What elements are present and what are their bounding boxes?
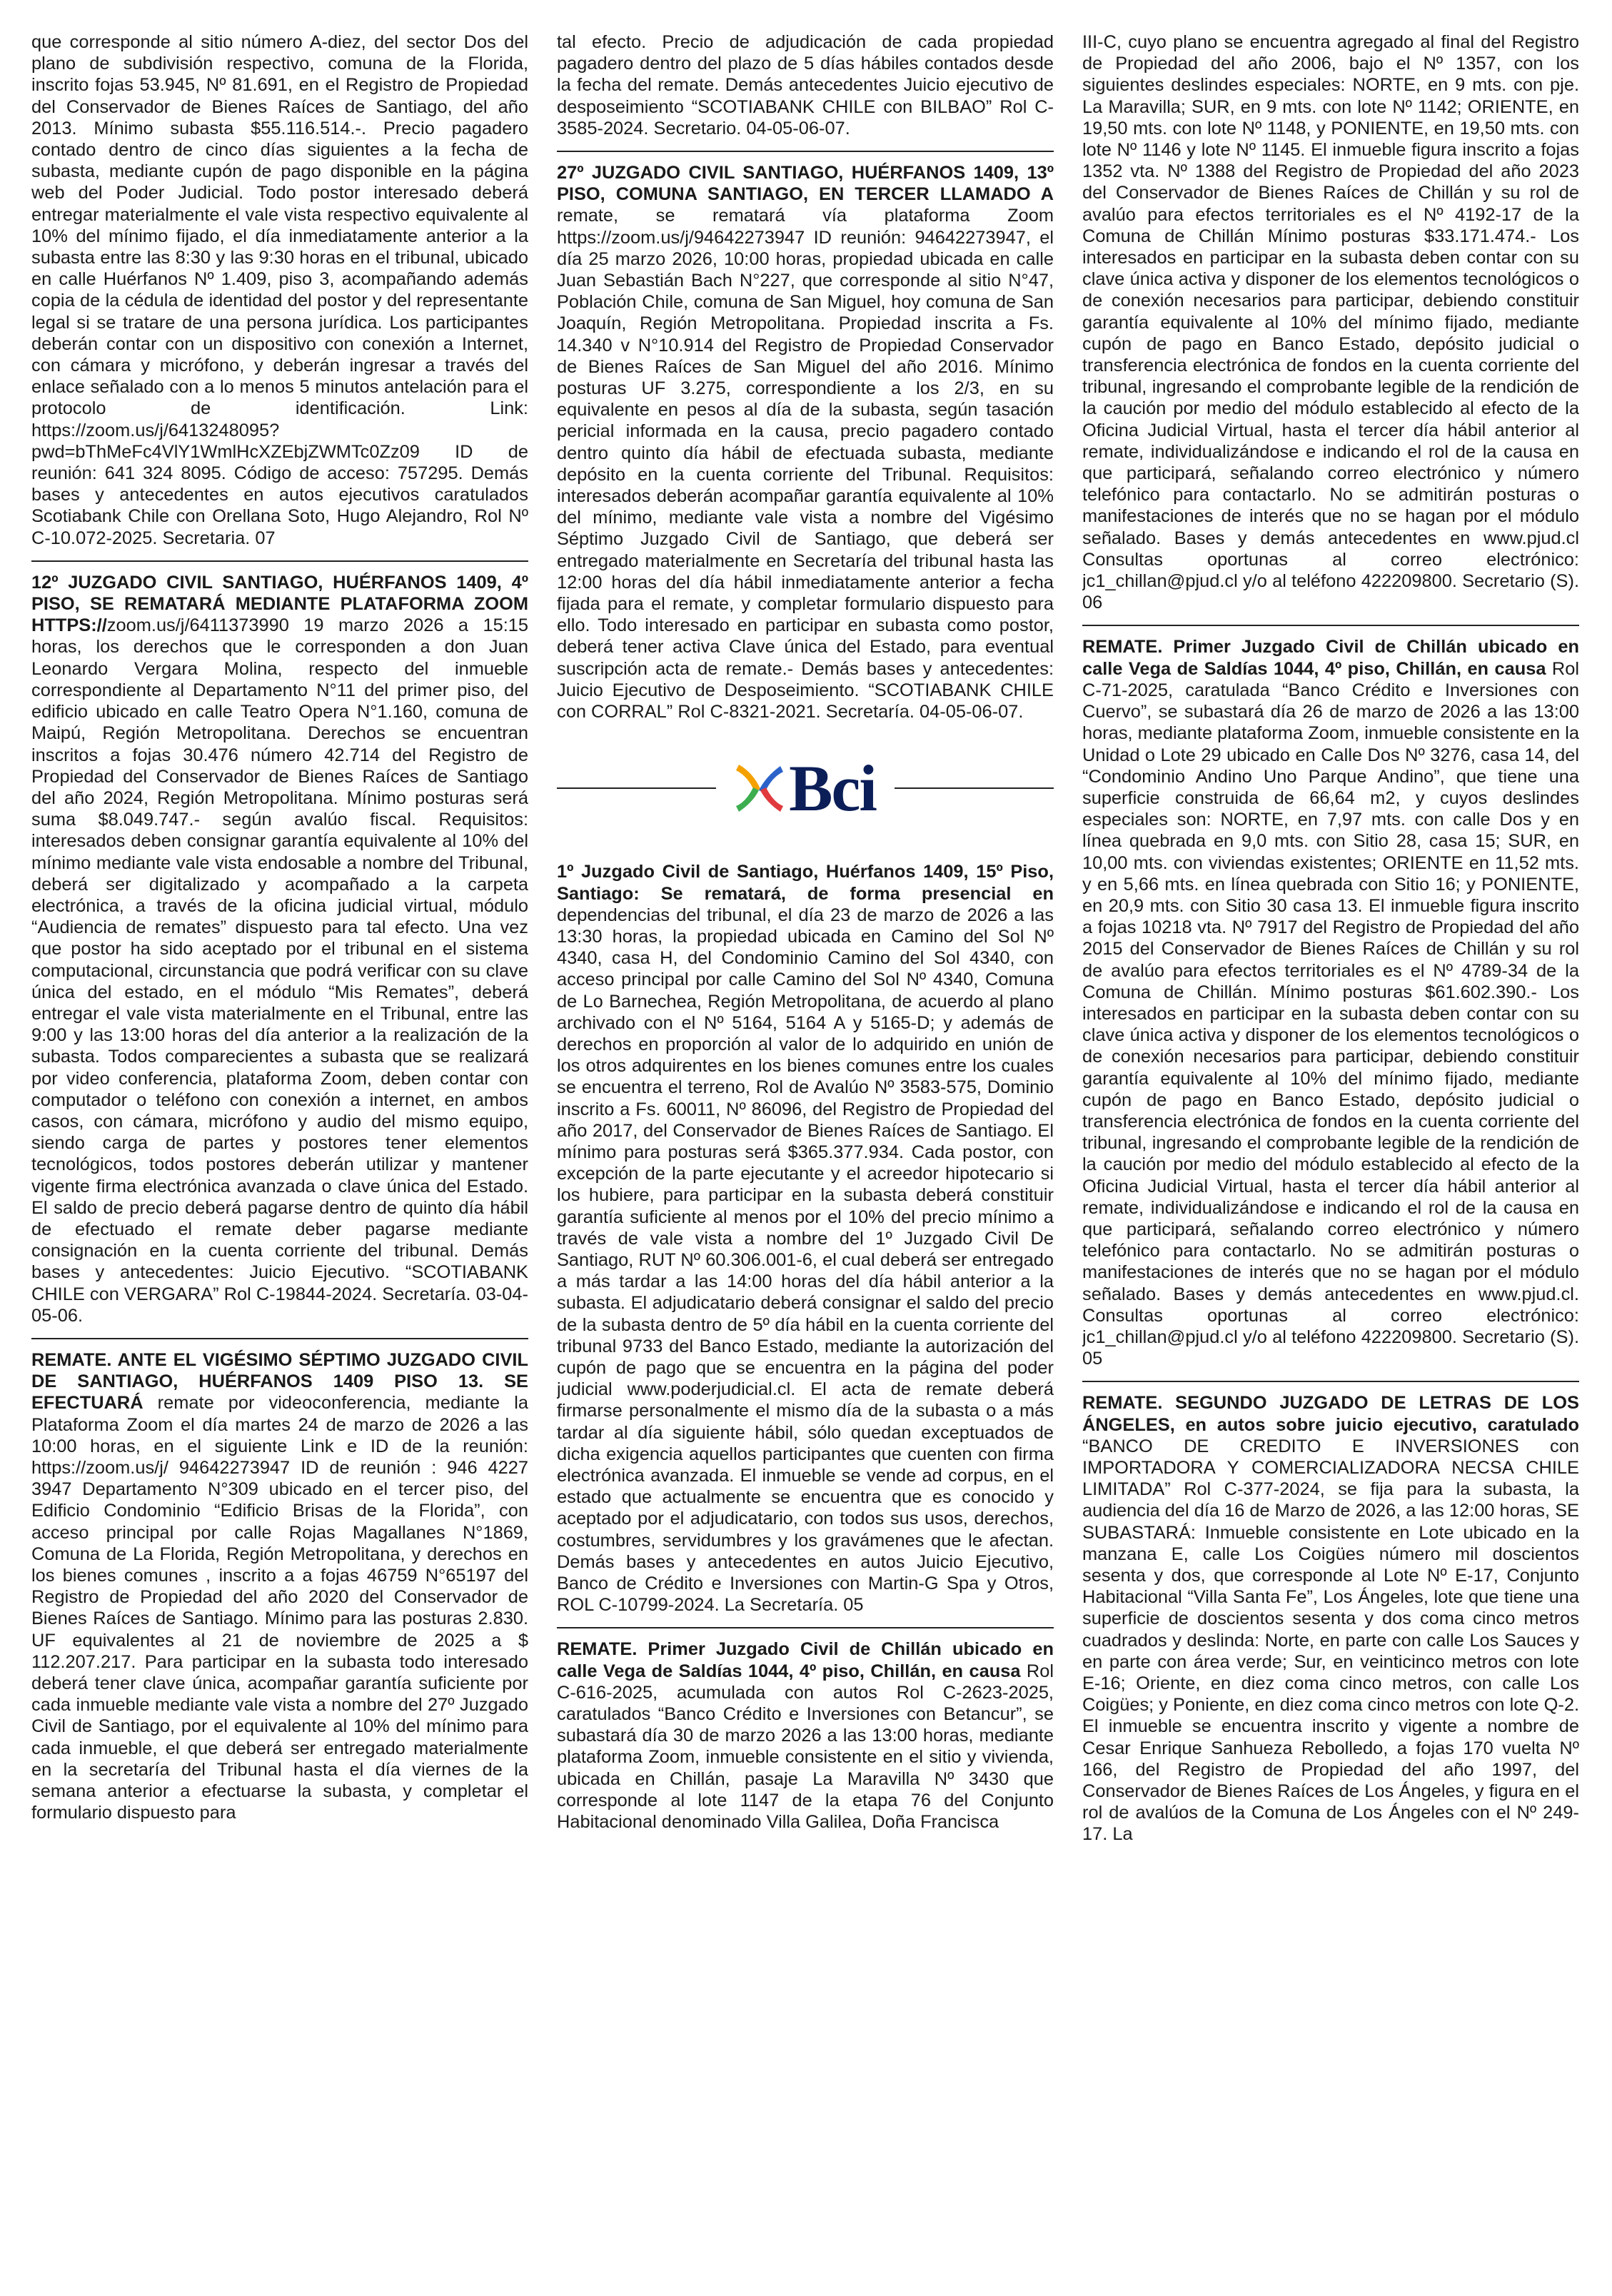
bci-mark-icon (735, 762, 785, 815)
notice-heading: REMATE. Primer Juzgado Civil de Chillán ubicado en calle Vega de Saldías 1044, 4º piso, Chillán, en causa (557, 1639, 1054, 1681)
notice-heading: 27º JUZGADO CIVIL SANTIAGO, HUÉRFANOS 1409, 13º PISO, COMUNA SANTIAGO, EN TERCER LLAMADO A (557, 163, 1054, 205)
notice-body: remate por videoconferencia, mediante la Plataforma Zoom el día martes 24 de marzo de 2026 a las 10:00 horas, en el siguiente Link e ID de la reunión: https://zoom.us/j/ 94642273947 ID de reunión : 946 4227 3947 Departamento N°309 ubicado en el tercer piso, del Edificio Condominio “Edificio Brisas de la Florida”, con acceso principal por calle Rojas Magallanes N°1869, Comuna de La Florida, Región Metropolitana, y derechos en los bienes comunes , inscrito a a fojas 46759 N°65197 del Registro de Propiedad del año 2020 del Conservador de Bienes Raíces de Santiago. Mínimo para las posturas 2.830. UF equivalentes al 21 de noviembre de 2025 a $ 112.207.217. Para participar en la subasta todo interesado deberá tener clave única, acompañar garantía suficiente por cada inmueble mediante vale vista a nombre del 27º Juzgado Civil de Santiago, por el equivalente al 10% del mínimo para cada inmueble, el que deberá ser entregado materialmente en la secretaría del Tribunal hasta el día viernes de la semana anterior a efectuarse la subasta, y completar el formulario dispuesto para (31, 1393, 528, 1823)
legal-notice (557, 31, 1054, 151)
legal-notice (31, 1339, 528, 1835)
notice-body: tal efecto. Precio de adjudicación de cada propiedad pagadero dentro del plazo de 5 días hábiles contados desde la fecha del remate. Demás antecedentes Juicio ejecutivo de desposeimiento “SCOTIABANK CHILE con BILBAO” Rol C-3585-2024. Secretario. 04-05-06-07. (557, 32, 1054, 139)
notice-body: Rol C-71-2025, caratulada “Banco Crédito e Inversiones con Cuervo”, se subastará día 26 de marzo de 2026 a las 13:00 horas, mediante plataforma Zoom, inmueble consistente en la Unidad o Lote 29 ubicado en Calle Dos Nº 3276, casa 14, del “Condominio Andino Uno Parque Andino”, que tiene una superficie construida de 66,64 m2, y cuyos deslindes especiales son: NORTE, en 7,97 mts. con calle Dos y en línea quebrada en 9,0 mts. con Sitio 28, casa 15; SUR, en 10,00 mts. con viviendas existentes; ORIENTE en 11,52 mts. y en 5,66 mts. en línea quebrada con Sitio 16; y PONIENTE, en 20,9 mts. con Sitio 30 casa 13. El inmueble figura inscrito a fojas 10218 vta. Nº 7917 del Registro de Propiedad del año 2015 del Conservador de Bienes Raíces de Chillán y su rol de avalúo para efectos territoriales es el Nº 4789-34 de la Comuna de Chillán. Mínimo posturas $61.602.390.- Los interesados en participar en la subasta deben contar con su clave única activa y disponer de los elementos tecnológicos o de conexión necesarios para participar, debiendo constituir garantía equivalente al 10% del mínimo fijado, mediante cupón de pago en Banco Estado, depósito judicial o transferencia electrónica de fondos en la cuenta corriente del tribunal, ingresando el comprobante legible de la rendición de la caución por medio del módulo establecido al efecto de la Oficina Judicial Virtual, hasta el tercer día hábil anterior al remate, individualizándose e indicando el rol de la causa en que participará, señalando correo electrónico y número telefónico para contactarlo. No se admitirán posturas o manifestaciones de interés que no se hagan por el módulo señalado. Bases y demás antecedentes en www.pjud.cl. Consultas oportunas al correo electrónico: jc1_chillan@pjud.cl y/o al teléfono 422209800. Secretario (S). 05 (1082, 658, 1579, 1369)
notice-body: que corresponde al sitio número A-diez, del sector Dos del plano de subdivisión respectivo, comuna de la Florida, inscrito fojas 53.945, Nº 81.691, en el Registro de Propiedad del Conservador de Bienes Raíces de Santiago, del año 2013. Mínimo subasta $55.116.514.-. Precio pagadero contado dentro de cinco días siguientes a la fecha de subasta, mediante cupón de pago disponible en la página web del Poder Judicial. Todo postor interesado deberá entregar materialmente el vale vista respectivo equivalente al 10% del mínimo fijado, el día inmediatamente anterior a la subasta entre las 8:30 y las 9:30 horas en el tribunal, ubicado en calle Huérfanos Nº 1.409, piso 3, acompañando además copia de la cédula de identidad del postor y del representante legal si se tratare de una persona jurídica. Los participantes deberán contar con un dispositivo con conexión a Internet, con cámara y micrófono, y deberán ingresar a través del enlace señalado con a lo menos 5 minutos antelación para el protocolo de identificación. Link: https://zoom.us/j/6413248095?pwd=bThMeFc4VlY1WmlHcXZEbjZWMTc0Zz09 ID de reunión: 641 324 8095. Código de acceso: 757295. Demás bases y antecedentes en autos ejecutivos caratulados Scotiabank Chile con Orellana Soto, Hugo Alejandro, Rol Nº C-10.072-2025. Secretaria. 07 (31, 32, 528, 548)
legal-notice (1082, 626, 1579, 1381)
notice-body: III-C, cuyo plano se encuentra agregado al final del Registro de Propiedad del año 2006, bajo el Nº 1357, con los siguientes deslindes especiales: NORTE, en 9 mts. con pje. La Maravilla; SUR, en 9 mts. con lote Nº 1142; ORIENTE, en 19,50 mts. con lote Nº 1148, y PONIENTE, en 19,50 mts. con lote Nº 1146 y lote Nº 1145. El inmueble figura inscrito a fojas 1352 vta. Nº 1388 del Registro de Propiedad del año 2023 del Conservador de Bienes Raíces de Chillán y su rol de avalúo para efectos territoriales es el Nº 4192-17 de la Comuna de Chillán Mínimo posturas $33.171.474.- Los interesados en participar en la subasta deben contar con su clave única activa y disponer de los elementos tecnológicos o de conexión necesarios para participar, debiendo constituir garantía equivalente al 10% del mínimo fijado, mediante cupón de pago en Banco Estado, depósito judicial o transferencia electrónica de fondos en la cuenta corriente del tribunal, ingresando el comprobante legible de la rendición de la caución por medio del módulo establecido al efecto de la Oficina Judicial Virtual, hasta el tercer día hábil anterior al remate, individualizándose e indicando el rol de la causa en que participará, señalando correo electrónico y número telefónico para contactarlo. No se admitirán posturas o manifestaciones de interés que no se hagan por el módulo señalado. Bases y demás antecedentes en www.pjud.cl Consultas oportunas al correo electrónico: jc1_chillan@pjud.cl y/o al teléfono 422209800. Secretario (S). 06 (1082, 32, 1579, 613)
legal-notice (1082, 1382, 1579, 1856)
notice-heading: 1º Juzgado Civil de Santiago, Huérfanos 1409, 15º Piso, Santiago: Se rematará, de forma presencial en (557, 862, 1054, 904)
column-3 (1082, 31, 1579, 2296)
notice-heading: REMATE. Primer Juzgado Civil de Chillán ubicado en calle Vega de Saldías 1044, 4º piso, Chillán, en causa (1082, 637, 1579, 679)
notice-heading: 12º JUZGADO CIVIL SANTIAGO, HUÉRFANOS 1409, 4º PISO, SE REMATARÁ MEDIANTE PLATAFORMA ZOOM HTTPS:// (31, 572, 528, 636)
bci-mark-blue (759, 766, 783, 793)
legal-notice (31, 31, 528, 560)
legal-notice (1082, 31, 1579, 625)
bci-logo (735, 752, 876, 825)
notice-body: dependencias del tribunal, el día 23 de marzo de 2026 a las 13:30 horas, la propiedad ubicada en Camino del Sol Nº 4340, casa H, del Condominio Camino del Sol 4340, con acceso principal por calle Camino del Sol Nº 4340, Comuna de Lo Barnechea, Región Metropolitana, de acuerdo al plano archivado con el Nº 5164, 5164 A y 5165-D; y además de derechos en proporción al valor de lo adquirido en unión de los otros adquirentes en los bienes comunes entre los cuales se encuentra el terreno, Rol de Avalúo Nº 3583-575, Dominio inscrito a Fs. 60011, Nº 86096, del Registro de Propiedad del año 2017, del Conservador de Bienes Raíces de Santiago. El mínimo para posturas será $365.377.934. Cada postor, con excepción de la parte ejecutante y el acreedor hipotecario si los hubiere, para participar en la subasta deberá constituir garantía suficiente al menos por el 10% del precio mínimo a través de vale vista a nombre del 1º Juzgado Civil De Santiago, RUT Nº 60.306.001-6, el cual deberá ser entregado a más tardar a las 14:00 horas del día hábil anterior a la subasta. El adjudicatario deberá consignar el saldo del precio de la subasta dentro de 5º día hábil en la cuenta corriente del tribunal 9733 del Banco Estado, mediante la autorización del cupón de pago que se encuentra en la página del poder judicial www.poderjudicial.cl. El acta de remate deberá firmarse personalmente el mismo día de la subasta o a más tardar al día siguiente hábil, sólo quedan exceptuados de dicha exigencia aquellos participantes que cuenten con firma electrónica avanzada. El inmueble se vende ad corpus, en el estado que actualmente se encuentra que es conocido y aceptado por el adjudicatario, con todos sus usos, derechos, costumbres, servidumbres y los gravámenes que le afectan. Demás bases y antecedentes en autos Juicio Ejecutivo, Banco de Crédito e Inversiones con Martin-G Spa y Otros, ROL C-10799-2024. La Secretaría. 05 (557, 905, 1054, 1616)
legal-notice (557, 152, 1054, 734)
column-2 (557, 31, 1054, 2296)
notice-body: Rol C-616-2025, acumulada con autos Rol C-2623-2025, caratulados “Banco Crédito e Inversiones con Betancur”, se subastará día 30 de marzo 2026 a las 13:00 horas, mediante plataforma Zoom, inmueble consistente en el sitio y vivienda, ubicada en Chillán, pasaje La Maravilla Nº 3430 que corresponde al lote 1147 de la etapa 76 del Conjunto Habitacional denominado Villa Galilea, Doña Francisca (557, 1661, 1054, 1833)
bci-mark-red (760, 787, 783, 812)
bci-mark-green (736, 787, 759, 812)
notice-heading: REMATE. ANTE EL VIGÉSIMO SÉPTIMO JUZGADO CIVIL DE SANTIAGO, HUÉRFANOS 1409 PISO 13. SE EFECTUARÁ (31, 1349, 528, 1414)
legal-notice (31, 562, 528, 1338)
notice-heading: REMATE. SEGUNDO JUZGADO DE LETRAS DE LOS ÁNGELES, en autos sobre juicio ejecutivo, caratulado (1082, 1393, 1579, 1435)
notice-body: “BANCO DE CREDITO E INVERSIONES con IMPORTADORA Y COMERCIALIZADORA NECSA CHILE LIMITADA” Rol C-377-2024, se fija para la subasta, la audiencia del día 16 de Marzo de 2026, a las 12:00 horas, SE SUBASTARÁ: Inmueble consistente en Lote ubicado en la manzana E, calle Los Coigües número mil doscientos sesenta y dos, que corresponde al Lote Nº E-17, Conjunto Habitacional “Villa Santa Fe”, Los Ángeles, lote que tiene una superficie de doscientos sesenta y dos coma cinco metros cuadrados y deslinda: Norte, en parte con calle Los Sauces y en parte con área verde; Sur, en veinticinco metros con lote E-16; Oriente, en diez coma cinco metros, con calle Los Coigües; y Poniente, en diez coma cinco metros con lote Q-2. El inmueble se encuentra inscrito y vigente a nombre de Cesar Enrique Sanhueza Rebolledo, a fojas 170 vuelta Nº 166, del Registro de Propiedad del año 1997, del Conservador de Bienes Raíces de Los Ángeles, y figura en el rol de avalúos de la Comuna de Los Ángeles con el Nº 249-17. La (1082, 1436, 1579, 1845)
bci-wordmark: Bci (789, 752, 876, 825)
logo-rule-right (895, 787, 1054, 789)
logo-rule-left (557, 787, 716, 789)
advertiser-logo-row (557, 734, 1054, 851)
legal-notice (557, 1628, 1054, 1844)
notice-body: zoom.us/j/6411373990 19 marzo 2026 a 15:15 horas, los derechos que le corresponden a don Juan Leonardo Vergara Molina, respecto del inmueble correspondiente al Departamento N°11 del primer piso, del edificio ubicado en calle Teatro Opera N°1.160, comuna de Maipú, Región Metropolitana. Derechos se encuentran inscritos a fojas 30.476 número 42.714 del Registro de Propiedad del Conservador de Bienes Raíces de Santiago del año 2024, Región Metropolitana. Mínimo posturas será suma $8.049.747.- según avalúo fiscal. Requisitos: interesados deben consignar garantía equivalente al 10% del mínimo mediante vale vista endosable a nombre del Tribunal, deberá ser digitalizado y acompañado a la carpeta electrónica, a través de la oficina judicial virtual, módulo “Audiencia de remates” dispuesto para tal efecto. Una vez que postor ha sido aceptado por el tribunal en el sistema computacional, circunstancia que podrá verificar con su clave única del estado, en el módulo “Mis Remates”, deberá entregar el vale vista materialmente en el Tribunal, entre las 9:00 y las 13:00 horas del día anterior a la realización de la subasta. Todos comparecientes a subasta que se realizará por video conferencia, plataforma Zoom, deben contar con computador o teléfono con conexión a internet, en ambos casos, con cámara, micrófono y audio del mismo equipo, siendo carga de partes y postores tener elementos tecnológicos, todos postores deberán utilizar y mantener vigente firma electrónica avanzada o clave única del Estado. El saldo de precio deberá pagarse dentro de quinto día hábil de efectuado el remate deber pagarse mediante consignación en la cuenta corriente del tribunal. Demás bases y antecedentes: Juicio Ejecutivo. “SCOTIABANK CHILE con VERGARA” Rol C-19844-2024. Secretaría. 03-04-05-06. (31, 615, 528, 1326)
column-1 (31, 31, 528, 2296)
legal-notice (557, 851, 1054, 1627)
bci-mark-orange (736, 765, 760, 792)
notice-body: remate, se rematará vía plataforma Zoom https://zoom.us/j/94642273947 ID reunión: 94642273947, el día 25 marzo 2026, 10:00 horas, propiedad ubicada en calle Juan Sebastián Bach N°227, que corresponde al sitio N°47, Población Chile, comuna de San Miguel, hoy comuna de San Joaquín, Región Metropolitana. Propiedad inscrita a Fs. 14.340 v N°10.914 del Registro de Propiedad Conservador de Bienes Raíces de San Miguel del año 2016. Mínimo posturas UF 3.275, correspondiente a los 2/3, en su equivalente en pesos al día de la subasta, según tasación pericial informada en la causa, precio pagadero contado dentro quinto día hábil de efectuada subasta, mediante depósito en la cuenta corriente del Tribunal. Requisitos: interesados deberán acompañar garantía equivalente al 10% del mínimo, mediante vale vista a nombre del Vigésimo Séptimo Juzgado Civil de Santiago, que deberá ser entregado materialmente en Secretaría del tribunal hasta las 12:00 horas del día hábil inmediatamente anterior a fecha fijada para el remate, y completar formulario dispuesto para ello. Todo interesado en participar en subasta como postor, deberá tener activa Clave única del Estado, para eventual suscripción acta de remate.- Demás bases y antecedentes: Juicio Ejecutivo de Desposeimiento. “SCOTIABANK CHILE con CORRAL” Rol C-8321-2021. Secretaría. 04-05-06-07. (557, 206, 1054, 722)
